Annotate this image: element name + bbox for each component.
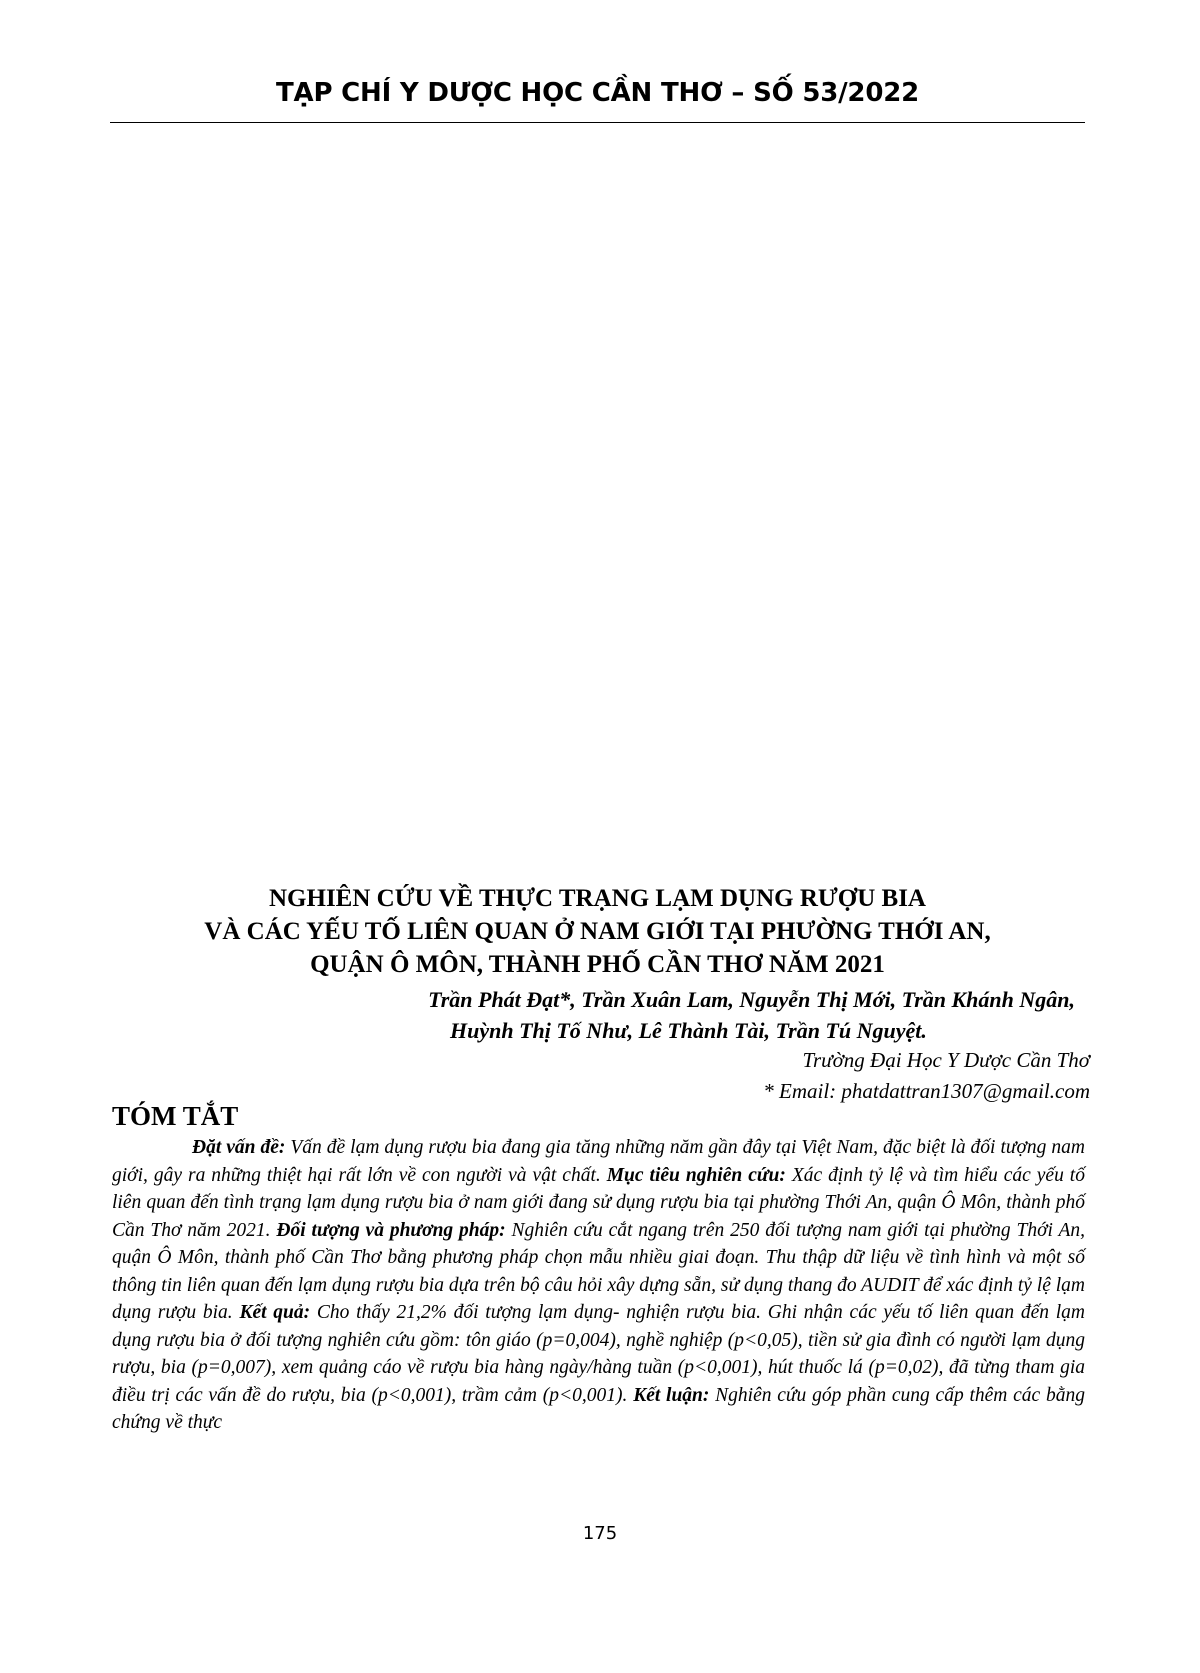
author-line: Huỳnh Thị Tố Như, Lê Thành Tài, Trần Tú Nguyệt. [450, 1018, 927, 1043]
header-divider [110, 122, 1085, 123]
abstract-label-conclusion: Kết luận: [633, 1384, 710, 1406]
title-line: QUẬN Ô MÔN, THÀNH PHỐ CẦN THƠ NĂM 2021 [310, 951, 885, 978]
affiliation: Trường Đại Học Y Dược Cần Thơ [802, 1048, 1090, 1072]
title-line: NGHIÊN CỨU VỀ THỰC TRẠNG LẠM DỤNG RƯỢU BIA [269, 885, 926, 912]
abstract-paragraph [112, 1134, 1085, 1437]
abstract-label-objectives: Mục tiêu nghiên cứu: [606, 1164, 786, 1186]
abstract-text-conclusion: Nghiên cứu góp phần cung cấp thêm các bằng chứng về thực [112, 1384, 1085, 1433]
corresponding-email: * Email: phatdattran1307@gmail.com [763, 1079, 1090, 1103]
article-title [110, 882, 1085, 981]
author-line: Trần Phát Đạt*, Trần Xuân Lam, Nguyễn Thị Mới, Trần Khánh Ngân, [428, 987, 1075, 1012]
abstract-text-objectives: Xác định tỷ lệ và tìm hiểu các yếu tố liên quan đến tình trạng lạm dụng rượu bia ở nam giới đang sử dụng rượu bia tại phường Thới An, quận Ô Môn, thành phố Cần Thơ năm 2021. [112, 1164, 1085, 1241]
abstract-text-methods: Nghiên cứu cắt ngang trên 250 đối tượng nam giới tại phường Thới An, quận Ô Môn, thành phố Cần Thơ bằng phương pháp chọn mẫu nhiều giai đoạn. Thu thập dữ liệu về tình hình và một số thông tin liên quan đến lạm dụng rượu bia dựa trên bộ câu hỏi xây dựng sẵn, sử dụng thang đo AUDIT để xác định tỷ lệ lạm dụng rượu bia. [112, 1219, 1085, 1323]
abstract-text-background: Vấn đề lạm dụng rượu bia đang gia tăng những năm gần đây tại Việt Nam, đặc biệt là đối tượng nam giới, gây ra những thiệt hại rất lớn về con người và vật chất. [112, 1137, 1085, 1186]
abstract-heading: TÓM TẮT [112, 1101, 239, 1131]
abstract-body [112, 1134, 1085, 1437]
title-line: VÀ CÁC YẾU TỐ LIÊN QUAN Ở NAM GIỚI TẠI PHƯỜNG THỚI AN, [204, 918, 991, 945]
abstract-label-results: Kết quả: [239, 1302, 311, 1323]
abstract-label-methods: Đối tượng và phương pháp: [276, 1219, 506, 1241]
journal-header: TẠP CHÍ Y DƯỢC HỌC CẦN THƠ – SỐ 53/2022 [276, 78, 919, 108]
abstract-label-background: Đặt vấn đề: [192, 1137, 286, 1158]
abstract-text-results: Cho thấy 21,2% đối tượng lạm dụng- nghiện rượu bia. Ghi nhận các yếu tố liên quan đến lạm dụng rượu bia ở đối tượng nghiên cứu gồm: tôn giáo (p=0,004), nghề nghiệp (p<0,05), tiền sử gia đình có người lạm dụng rượu, bia (p=0,007), xem quảng cáo về rượu bia hàng ngày/hàng tuần (p<0,001), hút thuốc lá (p=0,02), đã từng tham gia điều trị các vấn đề do rượu, bia (p<0,001), trầm cảm (p<0,001). [112, 1302, 1086, 1406]
author-list [110, 984, 1085, 1046]
page-number: 175 [582, 1523, 618, 1544]
affiliation-block [763, 1045, 1090, 1107]
